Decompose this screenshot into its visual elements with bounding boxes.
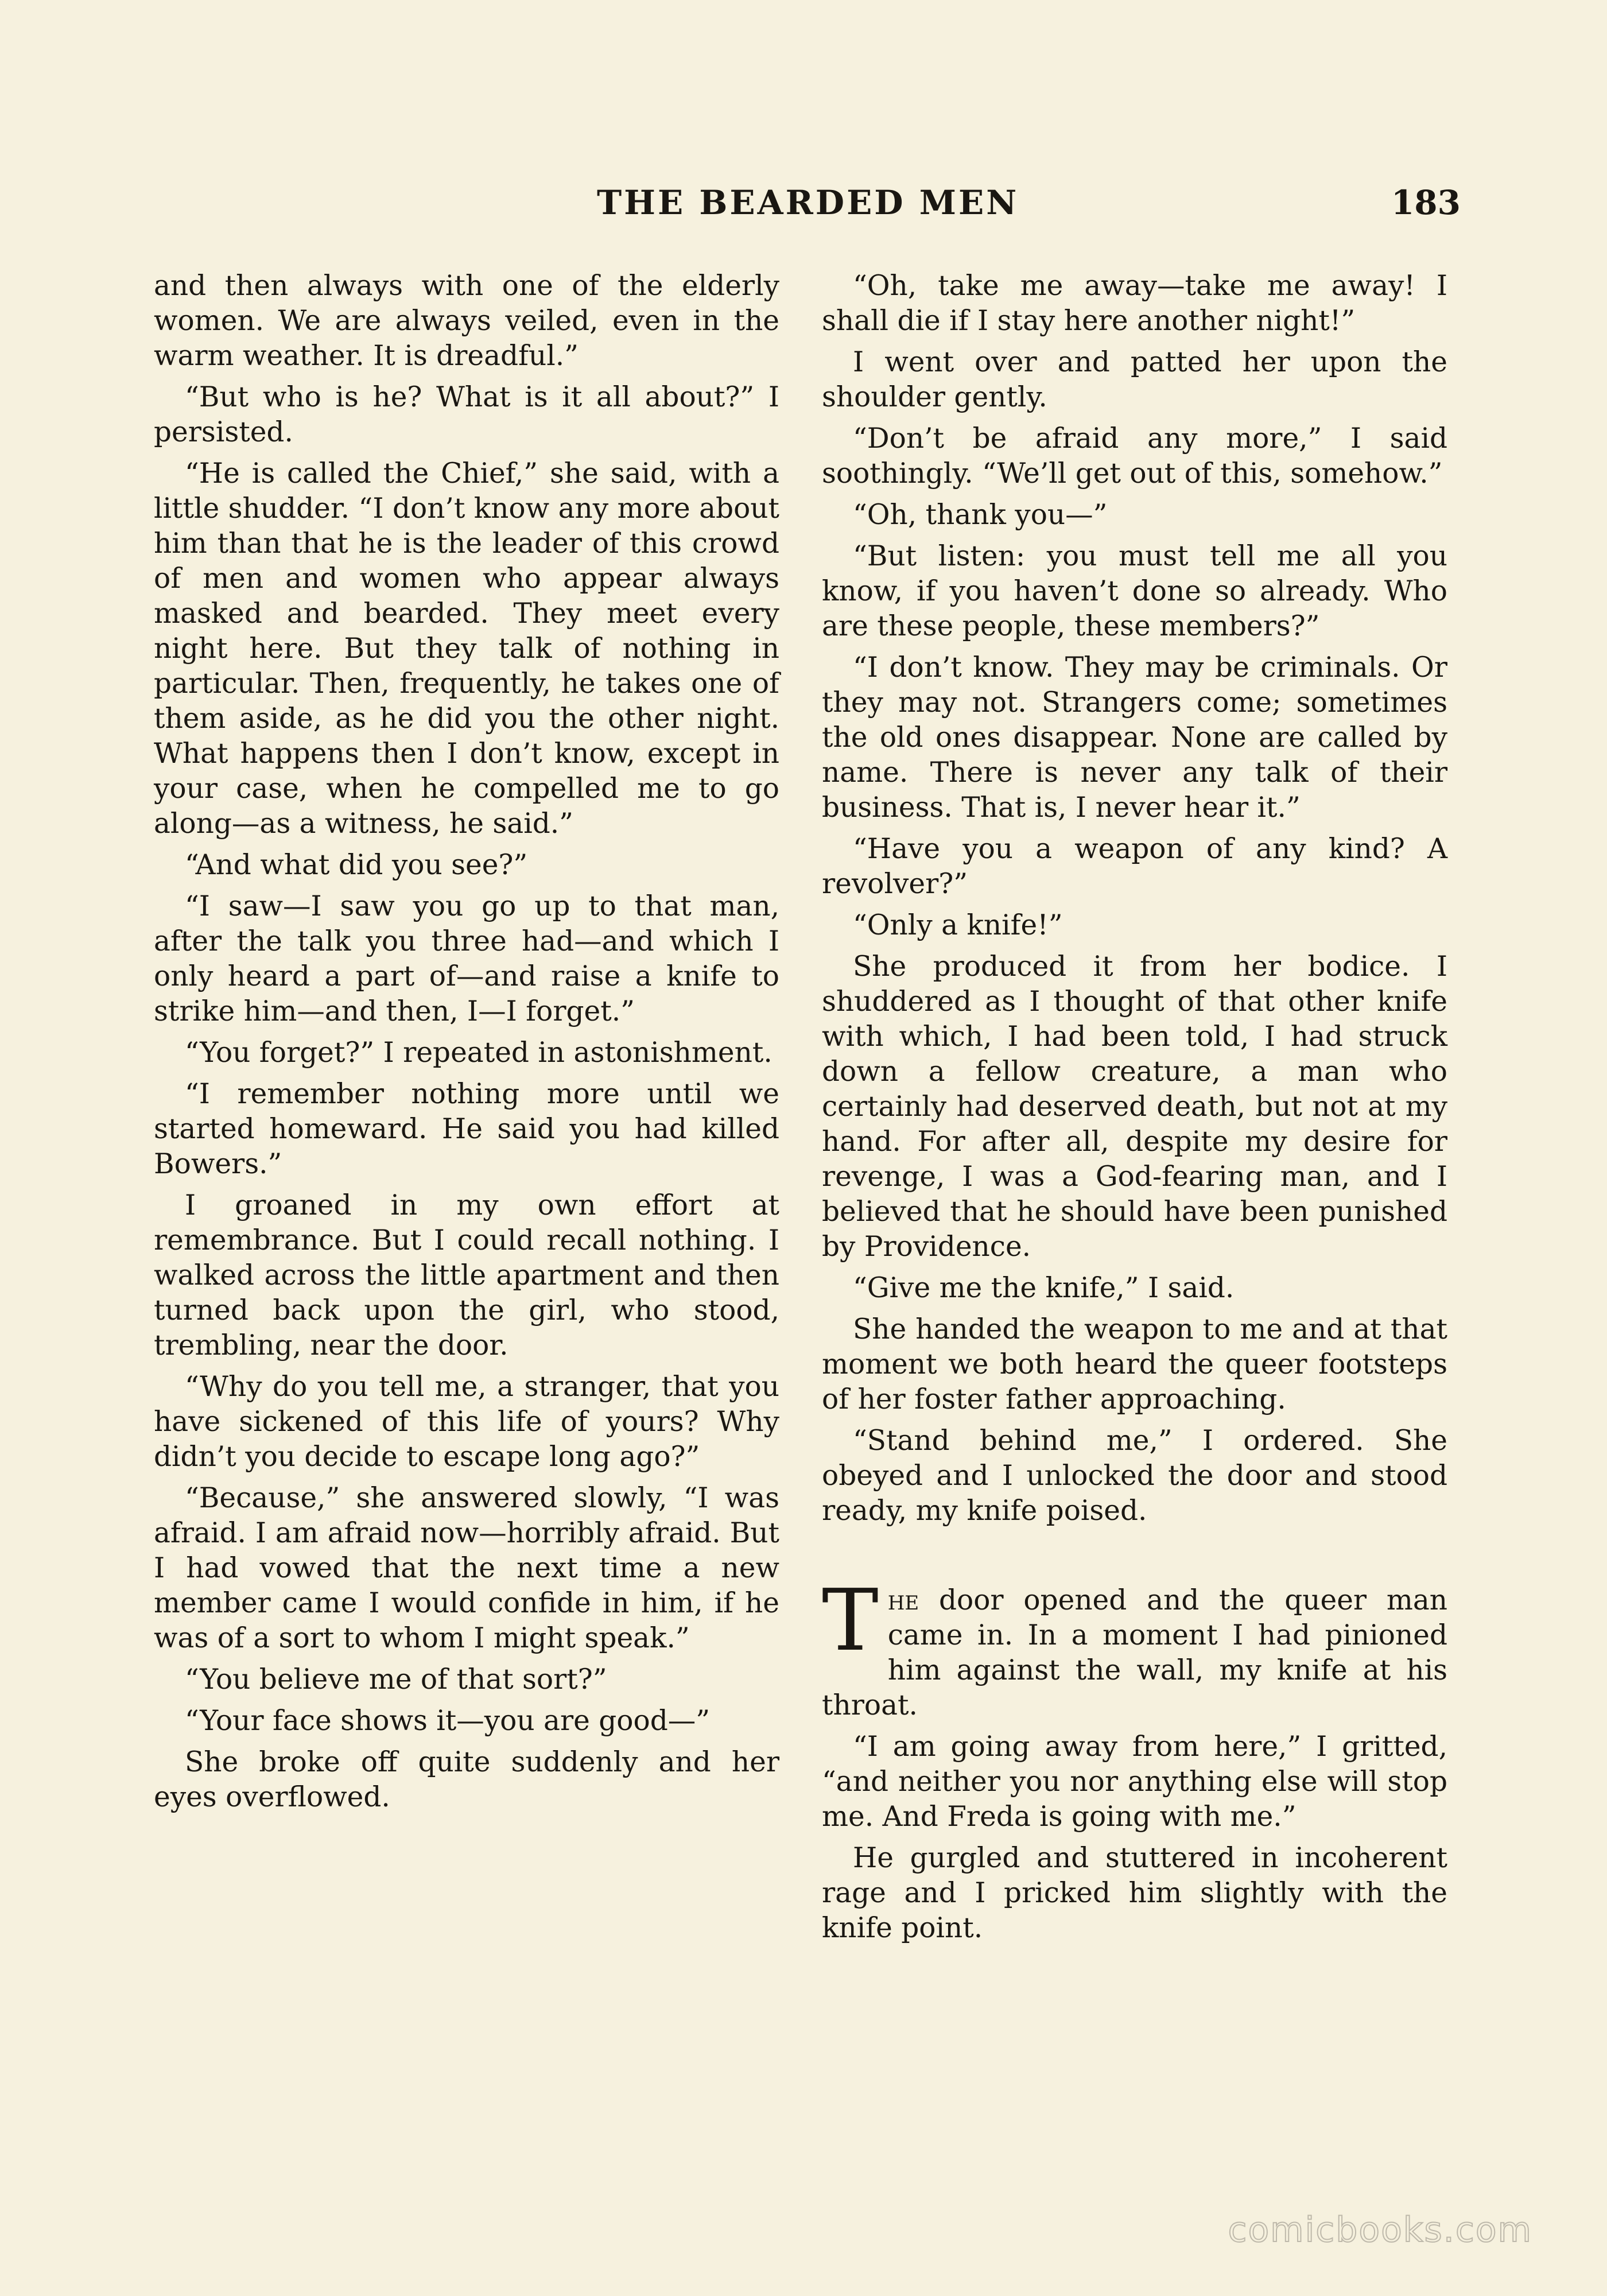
section-opening-paragraph — [822, 1571, 1447, 1723]
right-column — [822, 269, 1447, 1952]
paragraph: “You believe me of that sort?” — [185, 1663, 607, 1696]
small-caps-lead: he — [887, 1584, 919, 1616]
paragraph: “He is called the Chief,” she said, with a little shudder. “I don’t know any more about him than that he is the leader of this crowd of men and women who appear always masked and bearded. They meet every night here. But they talk of nothing in particular. Then, frequently, he takes one of them aside, as he did you the other night. What happens then I don’t know, except in your case, when he compelled me to go along—as a witness, he said.” — [154, 457, 779, 840]
paragraph: “But who is he? What is it all about?” I persisted. — [154, 381, 779, 448]
drop-cap: T — [822, 1571, 879, 1670]
section-break — [822, 1535, 1447, 1583]
paragraph: “Have you a weapon of any kind? A revolver?” — [822, 833, 1447, 900]
left-column — [154, 269, 779, 1821]
paragraph: She broke off quite suddenly and her eyes overflowed. — [154, 1746, 779, 1813]
watermark: comicbooks.com — [1228, 2210, 1532, 2250]
paragraph: “I remember nothing more until we started homeward. He said you had killed Bowers.” — [154, 1078, 779, 1180]
paragraph: “You forget?” I repeated in astonishment. — [185, 1037, 773, 1069]
paragraph: “Your face shows it—you are good—” — [185, 1705, 711, 1737]
paragraph: “I am going away from here,” I gritted, “and neither you nor anything else will stop me. And Freda is going with me.” — [822, 1731, 1447, 1833]
paragraph: He gurgled and stuttered in incoherent rage and I pricked him slightly with the knife point. — [822, 1842, 1447, 1944]
paragraph: She handed the weapon to me and at that moment we both heard the queer footsteps of her foster father approaching. — [822, 1313, 1447, 1415]
paragraph: “Only a knife!” — [853, 909, 1063, 941]
paragraph: and then always with one of the elderly women. We are always veiled, even in the warm weather. It is dreadful.” — [154, 270, 779, 372]
paragraph: “Stand behind me,” I ordered. She obeyed and I unlocked the door and stood ready, my knife poised. — [822, 1425, 1447, 1527]
paragraph: “I saw—I saw you go up to that man, after the talk you three had—and which I only heard a part of—and raise a knife to strike him—and then, I—I forget.” — [154, 890, 779, 1027]
paragraph: “Give me the knife,” I said. — [853, 1272, 1235, 1304]
paragraph: “But listen: you must tell me all you know, if you haven’t done so already. Who are these people, these members?” — [822, 540, 1447, 642]
running-head: THE BEARDED MEN — [597, 183, 1019, 222]
paragraph: I groaned in my own effort at remembrance. But I could recall nothing. I walked across the little apartment and then turned back upon the girl, who stood, trembling, near the door. — [154, 1189, 779, 1362]
paragraph: “I don’t know. They may be criminals. Or they may not. Strangers come; sometimes the old ones disappear. None are called by name. There is never any talk of their business. That is, I never hear it.” — [822, 651, 1447, 824]
paragraph: She produced it from her bodice. I shuddered as I thought of that other knife with which, I had been told, I had struck down a fellow creature, a man who certainly had deserved death, but not at my hand. For after all, despite my desire for revenge, I was a God-fearing man, and I believed that he should have been punished by Providence. — [822, 951, 1447, 1263]
paragraph: “Oh, take me away—take me away! I shall die if I stay here another night!” — [822, 270, 1447, 337]
paragraph: “Because,” she answered slowly, “I was afraid. I am afraid now—horribly afraid. But I had vowed that the next time a new member came I would confide in him, if he was of a sort to whom I might speak.” — [154, 1482, 779, 1654]
paragraph: “Why do you tell me, a stranger, that you have sickened of this life of yours? Why didn’t you decide to escape long ago?” — [154, 1371, 779, 1473]
paragraph: “And what did you see?” — [185, 849, 528, 881]
paragraph: I went over and patted her upon the shoulder gently. — [822, 346, 1447, 413]
paragraph-text: door opened and the queer man came in. In a moment I had pinioned him against the wall, my knife at his throat. — [822, 1584, 1447, 1721]
page-number: 183 — [1391, 183, 1461, 222]
paragraph: “Don’t be afraid any more,” I said soothingly. “We’ll get out of this, somehow.” — [822, 422, 1447, 490]
paragraph: “Oh, thank you—” — [853, 499, 1108, 531]
